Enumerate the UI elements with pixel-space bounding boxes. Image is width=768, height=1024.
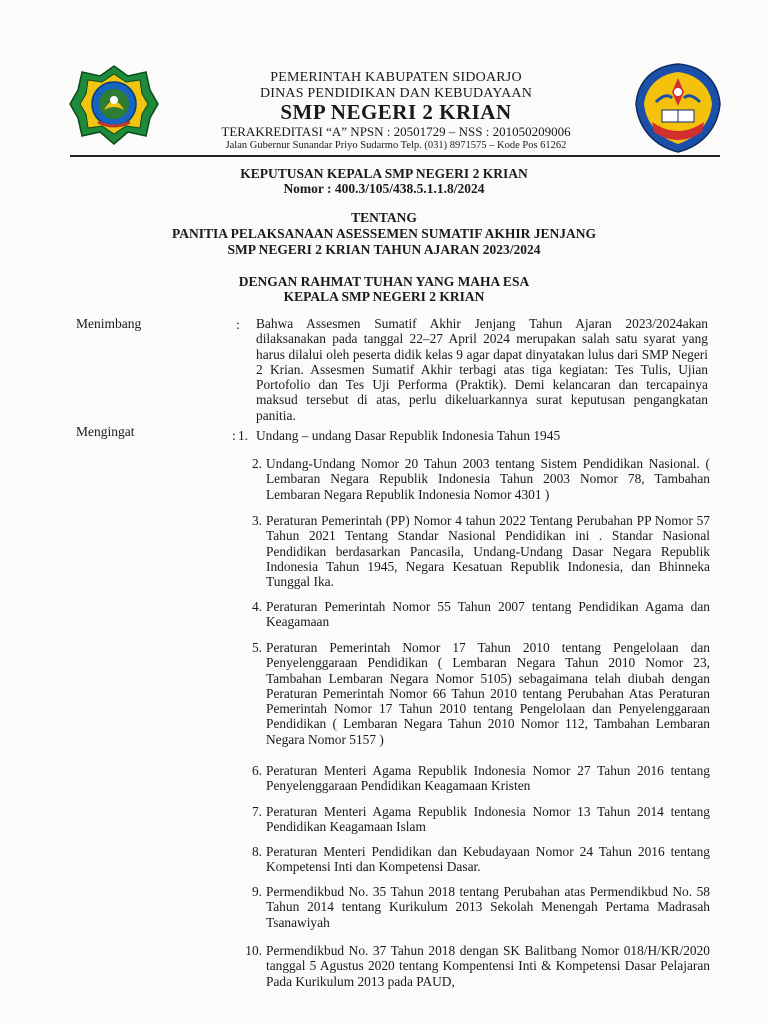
accreditation-line: TERAKREDITASI “A” NPSN : 20501729 – NSS : 201050209006: [221, 124, 571, 139]
letterhead-divider: [70, 155, 720, 157]
list-item-text: Peraturan Pemerintah Nomor 17 Tahun 2010 tentang Pengelolaan dan Penyelenggaraan Pendidikan ( Lembaran Negara Tahun 2010 Nomor 23, Tambahan Lembaran Negara Nomor 5105) sebagaimana telah diubah dengan Peraturan Pemerintah Nomor 66 Tahun 2010 tentang Perubahan Atas Peraturan Pemerintah Nomor 17 Tahun 2010 tentang Pengelolaan dan Penyelenggaraan Pendidikan ( Lembaran Negara Tahun 2010 Nomor 112, Tambahan Lembaran Negara Nomor 5157 ): [266, 640, 710, 747]
government-line: PEMERINTAH KABUPATEN SIDOARJO: [270, 70, 522, 85]
list-item-number: 7.: [251, 804, 262, 819]
blessing-line1: DENGAN RAHMAT TUHAN YANG MAHA ESA: [238, 274, 530, 289]
decree-number: Nomor : 400.3/105/438.5.1.1.8/2024: [283, 181, 485, 196]
decree-subject-line2: SMP NEGERI 2 KRIAN TAHUN AJARAN 2023/2024: [227, 242, 541, 257]
mengingat-label: Mengingat: [76, 424, 135, 439]
list-item-number: 2.: [251, 456, 262, 471]
list-item-text: Peraturan Menteri Agama Republik Indonesia Nomor 27 Tahun 2016 tentang Penyelenggaraan Pendidikan Keagamaan Kristen: [266, 763, 710, 794]
list-item-number: 1.: [237, 428, 248, 443]
list-item-text: Peraturan Pemerintah (PP) Nomor 4 tahun 2022 Tentang Perubahan PP Nomor 57 Tahun 2021 Tentang Standar Nasional Pendidikan ini . Standar Nasional Pendidikan berdasarkan Pancasila, Undang-Undang Dasar Negara Republik Indonesia Tahun 1945, Negara Kesatuan Republik Indonesia, dan Bhinneka Tunggal Ika.: [266, 513, 710, 590]
decree-title: KEPUTUSAN KEPALA SMP NEGERI 2 KRIAN: [240, 166, 528, 181]
menimbang-label: Menimbang: [76, 316, 142, 331]
decree-subject-line1: PANITIA PELAKSANAAN ASESSEMEN SUMATIF AKHIR JENJANG: [172, 226, 596, 241]
list-item-text: Permendikbud No. 37 Tahun 2018 dengan SK Balitbang Nomor 018/H/KR/2020 tanggal 5 Agustus 2020 tentang Kompentensi Inti & Kompetensi Dasar Pelajaran Pada Kurikulum 2013 pada PAUD,: [266, 943, 710, 989]
list-item-number: 6.: [251, 763, 262, 778]
blessing-line2: KEPALA SMP NEGERI 2 KRIAN: [283, 289, 485, 304]
school-name: SMP NEGERI 2 KRIAN: [280, 100, 512, 124]
list-item-number: 10.: [245, 943, 262, 958]
list-item-text: Undang – undang Dasar Republik Indonesia Tahun 1945: [256, 428, 561, 443]
list-item-number: 4.: [251, 599, 262, 614]
department-line: DINAS PENDIDIKAN DAN KEBUDAYAAN: [259, 86, 533, 101]
list-item-number: 3.: [251, 513, 262, 528]
list-item-number: 8.: [251, 844, 262, 859]
address-line: Jalan Gubernur Sunandar Priyo Sudarmo Telp. (031) 8971575 – Kode Pos 61262: [225, 140, 567, 151]
mengingat-colon: :: [232, 428, 236, 443]
list-item-text: Peraturan Menteri Agama Republik Indonesia Nomor 13 Tahun 2014 tentang Pendidikan Keagamaan Islam: [266, 804, 710, 835]
list-item-number: 5.: [251, 640, 262, 655]
list-item-text: Undang-Undang Nomor 20 Tahun 2003 tentang Sistem Pendidikan Nasional. ( Lembaran Negara Republik Indonesia Tahun 2003 Nomor 78, Tambahan Lembaran Negara Republik Indonesia Nomor 4301 ): [266, 456, 710, 502]
about-heading: TENTANG: [351, 210, 417, 225]
list-item-text: Peraturan Pemerintah Nomor 55 Tahun 2007 tentang Pendidikan Agama dan Keagamaan: [266, 599, 710, 630]
menimbang-text: Bahwa Assesmen Sumatif Akhir Jenjang Tahun Ajaran 2023/2024akan dilaksanakan pada tanggal 22–27 April 2024 merupakan salah satu syarat yang harus dilalui oleh peserta didik kelas 9 agar dapat dinyatakan lulus dari SMP Negeri 2 Krian. Assesmen Sumatif Akhir terbagi atas tiga kegiatan: Tes Tulis, Ujian Portofolio dan Tes Uji Performa (Praktik). Demi kelancaran dan tercapainya maksud tersebut di atas, perlu dikeluarkannya surat keputusan pengangkatan panitia.: [256, 316, 708, 423]
list-item-number: 9.: [251, 884, 262, 899]
list-item-text: Permendikbud No. 35 Tahun 2018 tentang Perubahan atas Permendikbud No. 58 Tahun 2014 tentang Kurikulum 2013 Sekolah Menengah Pertama Madrasah Tsanawiyah: [266, 884, 710, 930]
list-item-text: Peraturan Menteri Pendidikan dan Kebudayaan Nomor 24 Tahun 2016 tentang Kompetensi Inti dan Kompetensi Dasar.: [266, 844, 710, 875]
menimbang-colon: :: [236, 317, 240, 332]
